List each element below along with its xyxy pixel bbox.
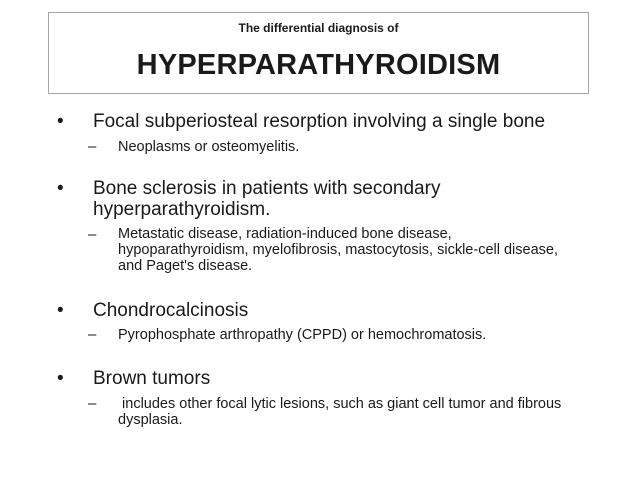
slide-subtitle: The differential diagnosis of — [238, 21, 399, 35]
bullet-marker: • — [57, 368, 64, 389]
bullet-marker: • — [57, 178, 64, 199]
sub-bullet-text: Pyrophosphate arthropathy (CPPD) or hemochromatosis. — [118, 327, 487, 343]
sub-bullet-text: includes other focal lytic lesions, such as giant cell tumor and fibrous dysplasia. — [118, 396, 566, 428]
sub-bullet-marker: – — [88, 226, 97, 243]
bullet-text: Chondrocalcinosis — [93, 300, 249, 321]
sub-bullet-marker: – — [88, 395, 97, 412]
bullet-marker: • — [57, 300, 64, 321]
sub-bullet-marker: – — [88, 326, 97, 343]
bullet-text: Brown tumors — [93, 368, 211, 389]
sub-bullet-text: Neoplasms or osteomyelitis. — [118, 139, 300, 155]
sub-bullet-text: Metastatic disease, radiation-induced bone disease, hypoparathyroidism, myelofibrosis, mastocytosis, sickle-cell disease, and Paget's disease. — [118, 226, 558, 274]
slide-title: HYPERPARATHYROIDISM — [136, 49, 501, 81]
bullet-text: Focal subperiosteal resorption involving a single bone — [93, 111, 546, 132]
sub-bullet-marker: – — [88, 138, 97, 155]
bullet-marker: • — [57, 111, 64, 132]
bullet-text: Bone sclerosis in patients with secondary hyperparathyroidism. — [93, 178, 441, 220]
